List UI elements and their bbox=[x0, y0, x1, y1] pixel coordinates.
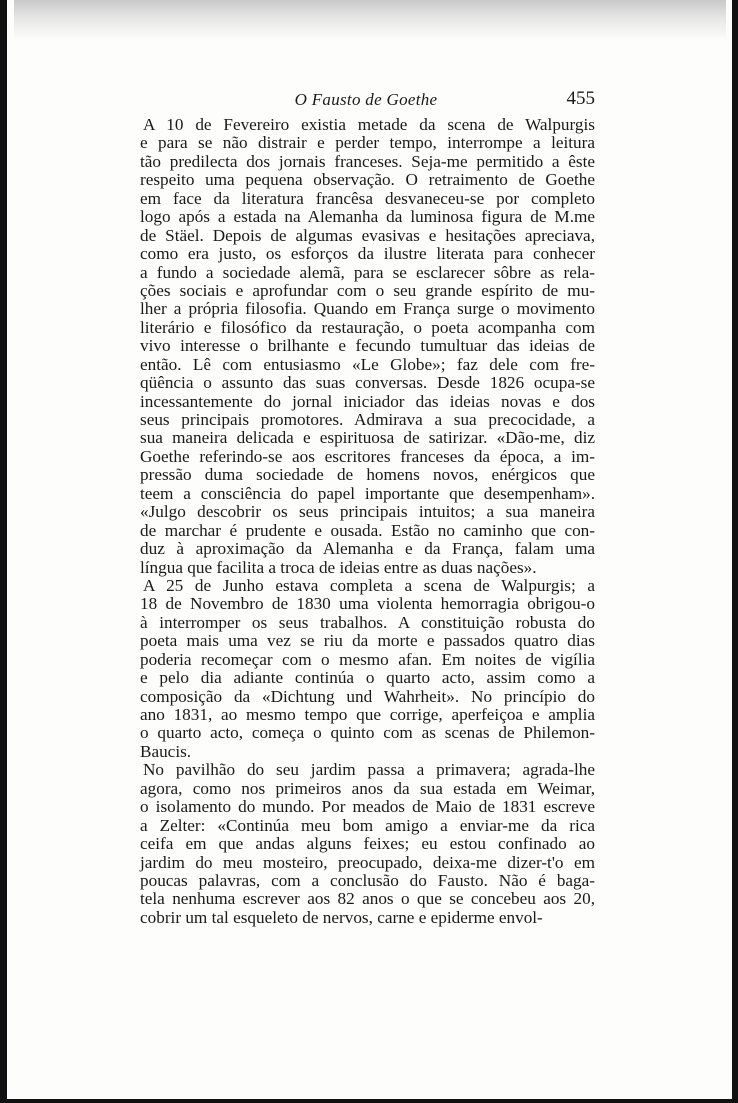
text-line: e para se não distrair e perder tempo, interrompe a leitura bbox=[140, 133, 595, 153]
text-line: lher a própria filosofia. Quando em França surge o movimento bbox=[140, 299, 595, 319]
scan-top-shadow bbox=[14, 0, 726, 40]
text-line: jardim do meu mosteiro, preocupado, deixa-me dizer-t'o em bbox=[140, 852, 595, 872]
text-line: e pelo dia adiante continúa o quarto acto, assim como a bbox=[140, 668, 595, 688]
text-line: de Stäel. Depois de algumas evasivas e hesitações apreciava, bbox=[140, 225, 595, 245]
text-line: de marchar é prudente e ousada. Estão no caminho que con- bbox=[140, 520, 595, 540]
text-line: a Zelter: «Continúa meu bom amigo a enviar-me da rica bbox=[140, 815, 595, 835]
text-line: Goethe referindo-se aos escritores franceses da época, a im- bbox=[140, 446, 595, 466]
text-line: teem a consciência do papel importante que desempenham». bbox=[140, 483, 595, 503]
text-line: sua maneira delicada e espirituosa de satirizar. «Dão-me, diz bbox=[140, 428, 595, 448]
running-header bbox=[137, 84, 595, 116]
text-line: então. Lê com entusiasmo «Le Globe»; faz dele com fre- bbox=[140, 354, 595, 374]
text-line: duz à aproximação da Alemanha e da França, falam uma bbox=[140, 539, 595, 559]
text-line: o isolamento do mundo. Por meados de Maio de 1831 escreve bbox=[140, 797, 595, 817]
text-line: como era justo, os esforços da ilustre literata para conhecer bbox=[140, 244, 595, 264]
text-line: No pavilhão do seu jardim passa a primavera; agrada-lhe bbox=[143, 760, 595, 780]
text-line: vivo interesse o brilhante e fecundo tumultuar das ideias de bbox=[140, 336, 595, 356]
text-line: literário e filosófico da restauração, o poeta acompanha com bbox=[140, 317, 595, 337]
text-line: 18 de Novembro de 1830 uma violenta hemorragia obrigou-o bbox=[140, 594, 595, 614]
text-line: incessantemente do jornal iniciador das ideias novas e dos bbox=[140, 391, 595, 411]
text-line: o quarto acto, começa o quinto com as scenas de Philemon- bbox=[140, 723, 595, 743]
text-line: pressão duma sociedade de homens novos, enérgicos que bbox=[140, 465, 595, 485]
page-number: 455 bbox=[566, 88, 595, 109]
text-line: qüência o assunto das suas conversas. Desde 1826 ocupa-se bbox=[140, 373, 595, 393]
text-line: língua que facilita a troca de ideias entre as duas nações». bbox=[140, 557, 537, 577]
text-line: agora, como nos primeiros anos da sua estada em Weimar, bbox=[140, 778, 595, 798]
text-line: poeta mais uma vez se riu da morte e passados quatro dias bbox=[140, 631, 595, 651]
paragraph bbox=[137, 761, 595, 927]
text-line: ano 1831, ao mesmo tempo que corrige, aperfeiçoa e amplia bbox=[140, 705, 595, 724]
text-line: Baucis. bbox=[140, 741, 192, 761]
text-line: tela nenhuma escrever aos 82 anos o que se concebeu aos 20, bbox=[140, 889, 595, 909]
text-line: «Julgo descobrir os seus principais intuitos; a sua maneira bbox=[140, 502, 595, 522]
text-line: a fundo a sociedade alemã, para se esclarecer sôbre as rela- bbox=[140, 262, 595, 282]
text-line: tão predilecta dos jornais franceses. Seja-me permitido a êste bbox=[140, 151, 595, 171]
text-line: poderia recomeçar com o mesmo afan. Em noites de vigília bbox=[140, 649, 595, 669]
text-line: em face da literatura francêsa desvaneceu-se por completo bbox=[140, 188, 595, 208]
paragraph bbox=[137, 577, 595, 761]
text-line: seus principais promotores. Admirava a sua precocidade, a bbox=[140, 410, 595, 429]
text-line: ções sociais e aprofundar com o seu grande espírito de mu- bbox=[140, 280, 595, 300]
text-line: A 25 de Junho estava completa a scena de Walpurgis; a bbox=[143, 575, 595, 595]
text-line: logo após a estada na Alemanha da luminosa figura de M.me bbox=[140, 207, 595, 227]
book-page bbox=[137, 84, 595, 927]
body-text bbox=[137, 116, 595, 927]
text-line: A 10 de Fevereiro existia metade da scena de Walpurgis bbox=[143, 115, 595, 134]
text-line: composição da «Dichtung und Wahrheit». No princípio do bbox=[140, 686, 595, 706]
text-line: respeito uma pequena observação. O retraimento de Goethe bbox=[140, 170, 595, 190]
text-line: poucas palavras, com a conclusão do Fausto. Não é baga- bbox=[140, 870, 595, 890]
text-line: à interromper os seus trabalhos. A constituição robusta do bbox=[140, 612, 595, 632]
paragraph bbox=[137, 116, 595, 577]
running-title: O Fausto de Goethe bbox=[294, 90, 438, 109]
text-line: ceifa em que andas alguns feixes; eu estou confinado ao bbox=[140, 834, 595, 854]
text-line: cobrir um tal esqueleto de nervos, carne e epiderme envol- bbox=[140, 907, 543, 927]
